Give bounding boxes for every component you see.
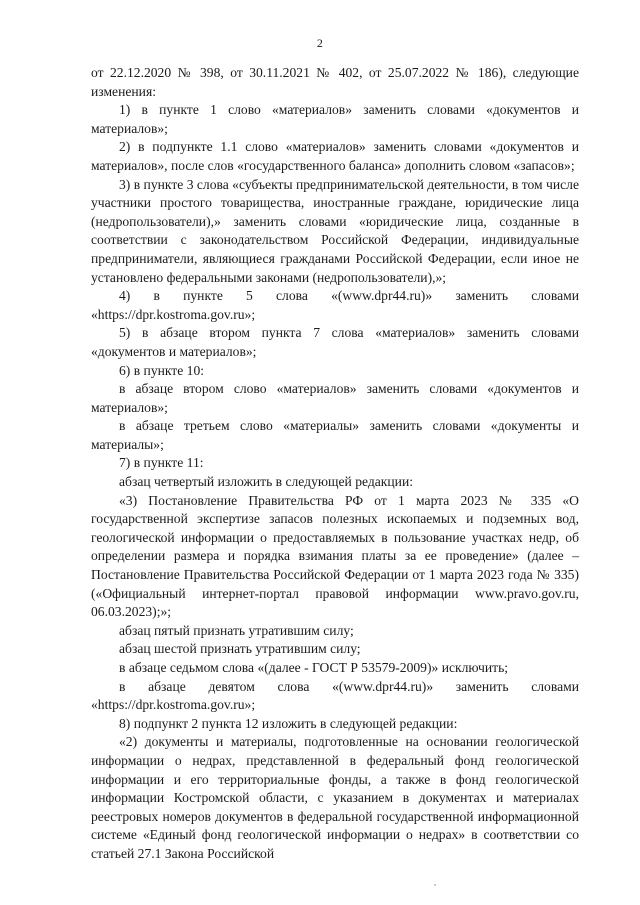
paragraph-item-6-b: в абзаце третьем слово «материалы» заменить словами «документы и материалы»; xyxy=(91,418,579,452)
paragraph-item-7: 7) в пункте 11: xyxy=(119,455,204,471)
paragraph-item-6: 6) в пункте 10: xyxy=(119,362,205,378)
paragraph-item-7-a: абзац четвертый изложить в следующей редакции: xyxy=(119,474,414,490)
paragraph-item-7-c: абзац шестой признать утратившим силу; xyxy=(119,641,361,657)
paragraph-item-8: 8) подпункт 2 пункта 12 изложить в следующей редакции: xyxy=(119,715,458,731)
page-number: 2 xyxy=(316,36,324,50)
scan-speck xyxy=(434,884,436,886)
paragraph-item-7-e: в абзаце девятом слова «(www.dpr44.ru)» заменить словами «https://dpr.kostroma.gov.ru»; xyxy=(91,678,579,713)
paragraph-item-8-quote: «2) документы и материалы, подготовленные на основании геологической информации о недрах, представленной в федеральный фонд геологической информации и его территориальные фонды, а также в фонд геологической информации Костромской области, с указанием в документах и материалах реестровых номеров документов в федеральной государственной информационной системе «Единый фонд геологической информации о недрах» в соответствии со статьей 27.1 Закона Российской xyxy=(91,734,579,861)
paragraph-item-7-d: в абзаце седьмом слова «(далее - ГОСТ Р 53579-2009)» исключить; xyxy=(119,660,509,675)
paragraph-item-6-a: в абзаце втором слово «материалов» заменить словами «документов и материалов»; xyxy=(91,381,579,415)
paragraph-item-1: 1) в пункте 1 слово «материалов» заменить словами «документов и материалов»; xyxy=(91,102,579,136)
paragraph-item-7-quote: «3) Постановление Правительства РФ от 1 марта 2023 № 335 «О государственной экспертизе запасов полезных ископаемых и подземных вод, геологической информации о предоставляемых в пользование участках недр, об определении размера и порядка взимания платы за ее проведение» (далее – Постановление Правительства Российской Федерации от 1 марта 2023 года № 335) («Официальный интернет-портал правовой информации www.pravo.gov.ru, 06.03.2023);»; xyxy=(91,492,579,620)
paragraph-item-4: 4) в пункте 5 слова «(www.dpr44.ru)» заменить словами «https://dpr.kostroma.gov.ru»; xyxy=(91,288,579,322)
paragraph-item-7-b: абзац пятый признать утратившим силу; xyxy=(119,622,354,638)
paragraph-item-2: 2) в подпункте 1.1 слово «материалов» заменить словами «документов и материалов», после слов «государственного баланса» дополнить словом «запасов»; xyxy=(91,139,579,173)
paragraph-item-5: 5) в абзаце втором пункта 7 слова «материалов» заменить словами «документов и материалов»; xyxy=(91,325,579,359)
paragraph-item-3: 3) в пункте 3 слова «субъекты предпринимательской деятельности, в том числе участники простого товарищества, иностранные граждане, юридические лица (недропользователи),» заменить словами «юридические лица, созданные в соответствии с законодательством Российской Федерации, индивидуальные предприниматели, являющиеся гражданами Российской Федерации, если иное не установлено федеральными законами (недропользователи),»; xyxy=(91,176,579,285)
document-body xyxy=(91,64,579,864)
paragraph-continuation: от 22.12.2020 № 398, от 30.11.2021 № 402, от 25.07.2022 № 186), следующие изменения: xyxy=(91,65,579,99)
